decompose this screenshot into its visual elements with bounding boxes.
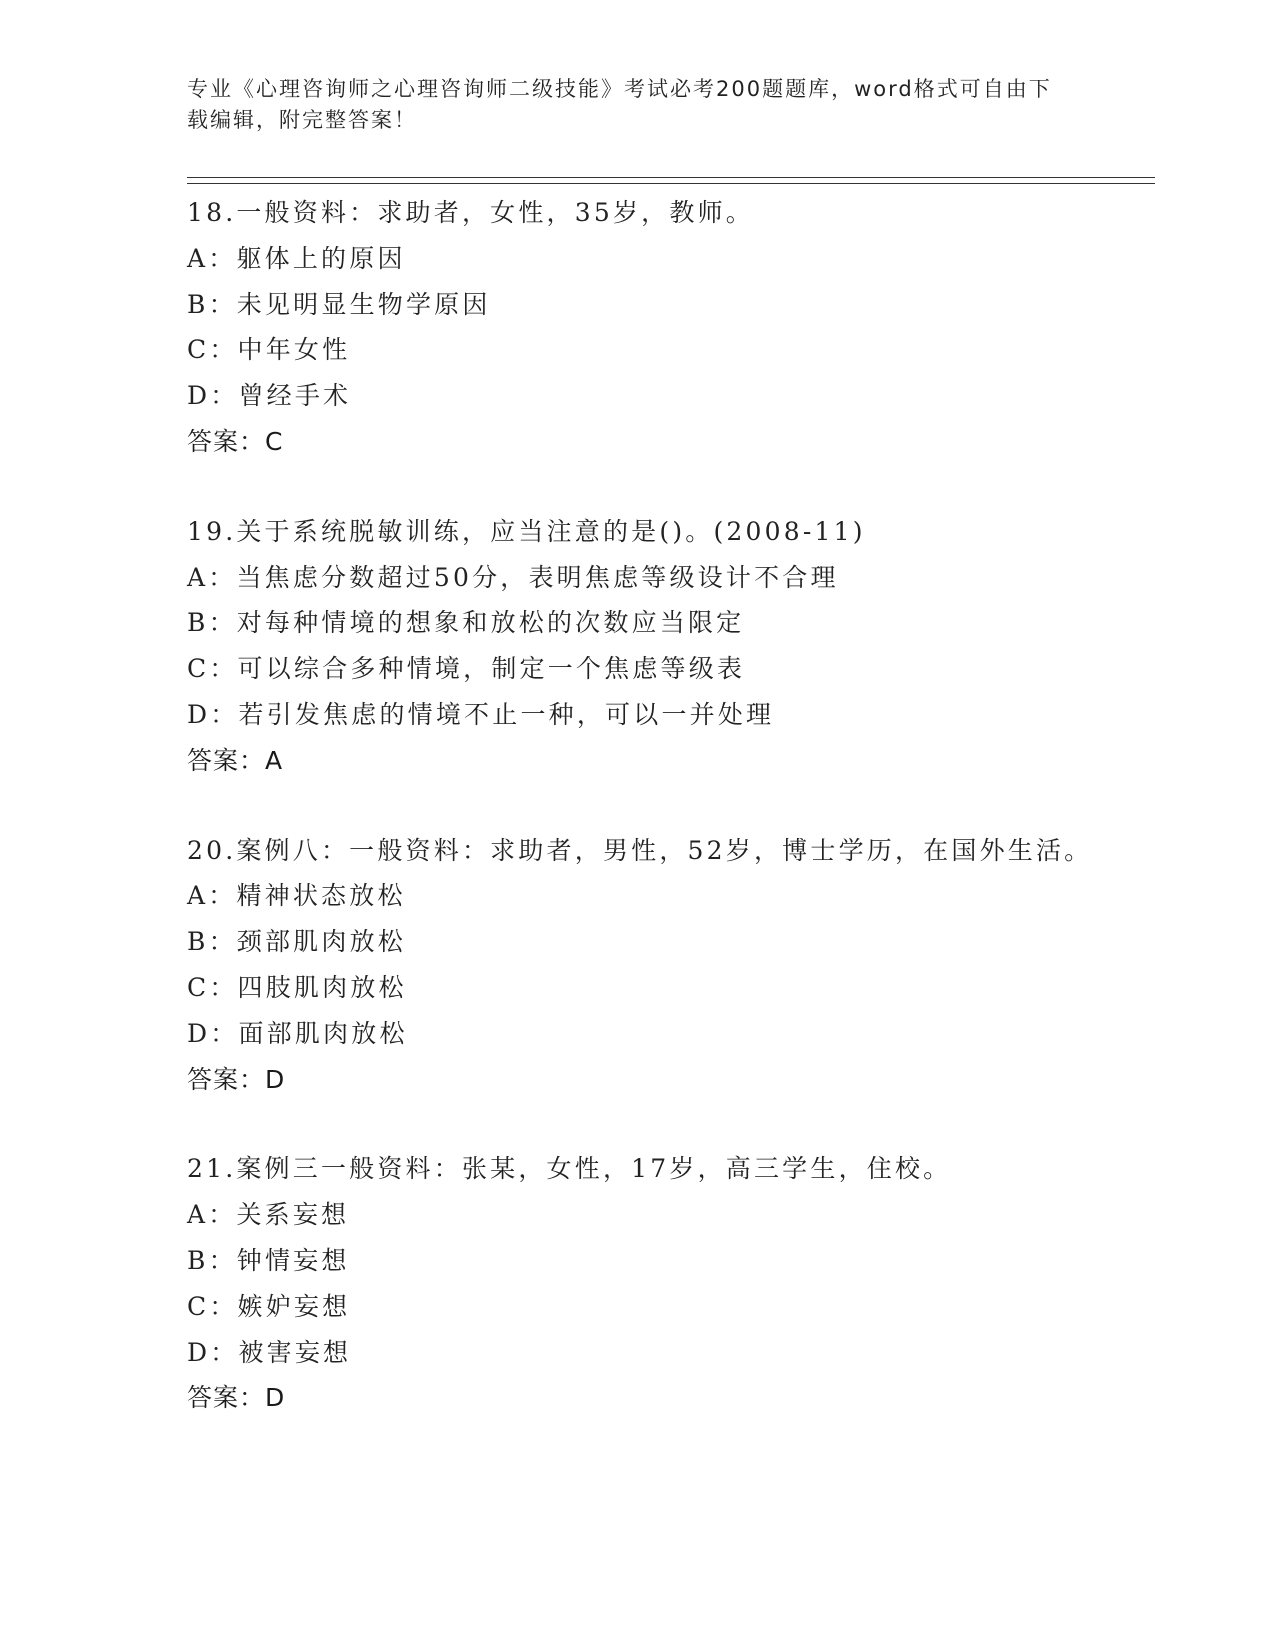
option-b: B：颈部肌肉放松 — [187, 927, 406, 957]
option-d: D：面部肌肉放松 — [187, 1018, 408, 1048]
question-stem: 21.案例三一般资料：张某，女性，17岁，高三学生，住校。 — [187, 1154, 952, 1184]
question-stem: 18.一般资料：求助者，女性，35岁，教师。 — [187, 198, 754, 227]
option-c: C：四肢肌肉放松 — [187, 972, 407, 1002]
option-a: A：当焦虑分数超过50分，表明焦虑等级设计不合理 — [187, 562, 839, 592]
option-d: D：若引发焦虑的情境不止一种，可以一并处理 — [187, 699, 775, 729]
question-19 — [187, 509, 1107, 784]
header-divider-bottom — [187, 183, 1155, 184]
question-list — [187, 190, 1107, 1465]
question-stem: 19.关于系统脱敏训练，应当注意的是()。(2008-11) — [187, 516, 866, 546]
answer-label: 答案：C — [187, 426, 284, 456]
option-d: D：曾经手术 — [187, 381, 352, 411]
question-21 — [187, 1146, 1107, 1421]
answer-label: 答案：D — [187, 1064, 286, 1094]
answer-label: 答案：A — [187, 745, 284, 775]
option-d: D：被害妄想 — [187, 1337, 352, 1367]
header-divider-top — [187, 177, 1155, 178]
document-header: 专业《心理咨询师之心理咨询师二级技能》考试必考200题题库，word格式可自由下载编辑，附完整答案！ — [187, 77, 1052, 132]
option-b: B：对每种情境的想象和放松的次数应当限定 — [187, 608, 745, 638]
answer-label: 答案：D — [187, 1383, 286, 1413]
option-b: B：钟情妄想 — [187, 1245, 350, 1275]
question-stem: 20.案例八：一般资料：求助者，男性，52岁，博士学历，在国外生活。 — [187, 835, 1093, 865]
option-a: A：躯体上的原因 — [187, 243, 406, 273]
question-20 — [187, 828, 1107, 1103]
option-a: A：关系妄想 — [187, 1200, 350, 1230]
question-18 — [187, 190, 1107, 465]
option-c: C：中年女性 — [187, 335, 351, 365]
option-c: C：可以综合多种情境，制定一个焦虑等级表 — [187, 654, 746, 684]
option-a: A：精神状态放松 — [187, 881, 406, 911]
option-b: B：未见明显生物学原因 — [187, 289, 491, 319]
option-c: C：嫉妒妄想 — [187, 1291, 351, 1321]
